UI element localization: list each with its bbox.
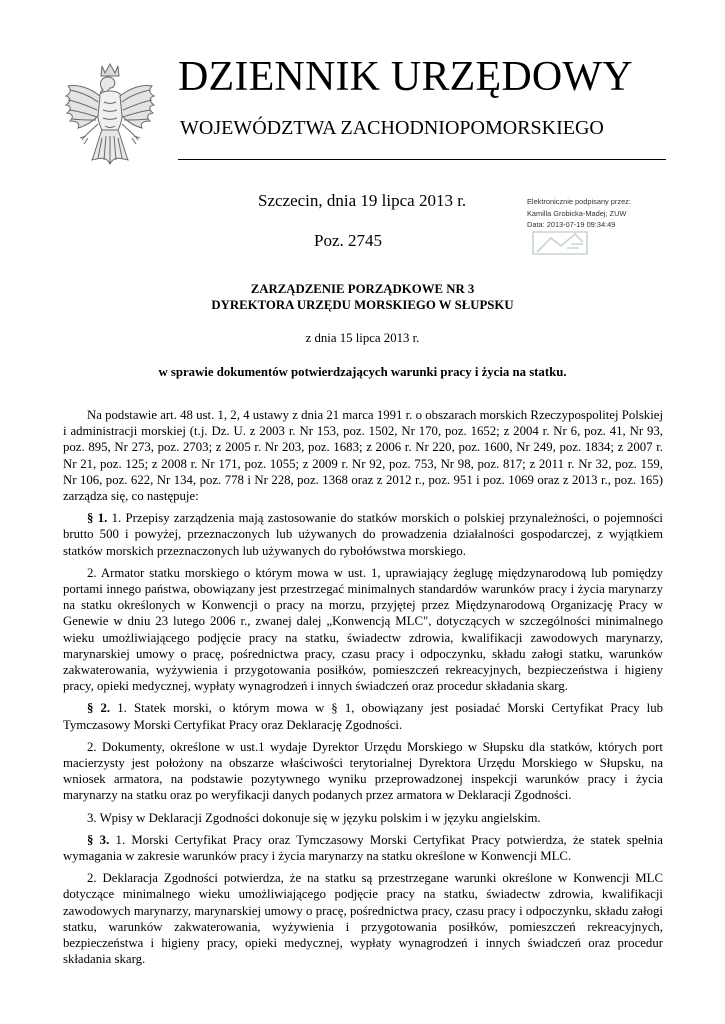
- section-1-paragraph-1: [63, 510, 663, 559]
- section-2-paragraph-3: 3. Wpisy w Deklaracji Zgodności dokonuje się w języku polskim i w języku angielskim.: [87, 810, 541, 825]
- polish-eagle-emblem-icon: [62, 60, 158, 172]
- signature-line-date: Data: 2013-07-19 09:34:49: [527, 220, 616, 229]
- section-1-label: § 1.: [87, 511, 108, 526]
- journal-subtitle: WOJEWÓDZTWA ZACHODNIOPOMORSKIEGO: [180, 117, 604, 139]
- act-title-line: ZARZĄDZENIE PORZĄDKOWE NR 3: [250, 282, 475, 296]
- signature-line-signer: Kamilla Grobicka-Madej; ZUW: [527, 208, 627, 218]
- preamble-paragraph: Na podstawie art. 48 ust. 1, 2, 4 ustawy z dnia 21 marca 1991 r. o obszarach morskich Rzeczypospolitej Polskiej i administracji morskiej (t.j. Dz. U. z 2003 r. Nr 153, poz. 1502, Nr 170, poz. 1652; z 2004 r. Nr 6, poz. 41, Nr 93, poz. 895, Nr 273, poz. 2703; z 2005 r. Nr 203, poz. 1683; z 2006 r. Nr 220, poz. 1600, Nr 249, poz. 1834; z 2007 r. Nr 21, poz. 125; z 2008 r. Nr 171, poz. 1055; z 2009 r. Nr 92, poz. 753, Nr 98, poz. 817; z 2011 r. Nr 32, poz. 159, Nr 106, poz. 622, Nr 134, poz. 778 i Nr 228, poz. 1368 oraz z 2012 r., poz. 951 i poz. 1069 oraz z 2013 r., poz. 165) zarządza się, co następuje:: [63, 408, 663, 504]
- signature-stamp-icon: [527, 228, 593, 258]
- journal-title: DZIENNIK URZĘDOWY: [178, 54, 633, 100]
- document-body: [63, 407, 663, 974]
- act-issuer-line: DYREKTORA URZĘDU MORSKIEGO W SŁUPSKU: [211, 298, 514, 312]
- section-3-paragraph-1: [63, 832, 663, 864]
- signature-line-signed-by: Elektronicznie podpisany przez:: [527, 197, 631, 206]
- act-title: [90, 281, 635, 313]
- section-1-paragraph-2: 2. Armator statku morskiego o którym mowa w ust. 1, uprawiający żeglugę międzynarodową lub pomiędzy portami innego państwa, obowiązany jest przestrzegać minimalnych standardów warunków pracy i życia marynarzy na statku określonych w Konwencji o pracy na morzu, przyjętej przez Międzynarodową Organizację Pracy w Genewie w dniu 23 lutego 2006 r., zwanej dalej „Konwencją MLC", dotyczących w szczególności minimalnego wieku umożliwiającego podjęcie pracy na statku, świadectw zdrowia, kwalifikacji zawodowych marynarzy, marynarskiej umowy o pracę, pośrednictwa pracy, czasu pracy i odpoczynku, składu załogi statku, warunków zakwaterowania, wyżywienia i przygotowania posiłków, pomieszczeń rekreacyjnych, bezpieczeństwa i higieny pracy, opieki medycznej, wypłaty wynagrodzeń i innych świadczeń oraz procedur składania skarg.: [63, 565, 663, 694]
- section-3-paragraph-2: 2. Deklaracja Zgodności potwierdza, że na statku są przestrzegane warunki określone w Konwencji MLC dotyczące minimalnego wieku umożliwiającego podjęcie pracy na statku, świadectw zdrowia, kwalifikacji zawodowych marynarzy, marynarskiej umowy o pracę, pośrednictwa pracy, czasu pracy i odpoczynku, składu załogi statku, warunków zakwaterowania, wyżywienia i przygotowania posiłków, pomieszczeń rekreacyjnych, bezpieczeństwa i higieny pracy, opieki medycznej, wypłaty wynagrodzeń i innych świadczeń oraz procedur składania skarg.: [63, 871, 663, 967]
- section-2-label: § 2.: [87, 701, 111, 716]
- section-3-text: 1. Morski Certyfikat Pracy oraz Tymczasowy Morski Certyfikat Pracy potwierdza, że statek spełnia wymagania w zakresie warunków pracy i życia marynarzy na statku określone w Konwencji MLC.: [63, 832, 663, 864]
- header-divider: [178, 159, 666, 160]
- electronic-signature-block: [527, 196, 717, 231]
- section-3-label: § 3.: [87, 832, 110, 847]
- section-2-paragraph-1: [63, 700, 663, 732]
- act-date: z dnia 15 lipca 2013 r.: [305, 331, 420, 345]
- section-2-text: 1. Statek morski, o którym mowa w § 1, obowiązany jest posiadać Morski Certyfikat Pracy lub Tymczasowy Morski Certyfikat Pracy oraz Deklarację Zgodności.: [63, 701, 663, 732]
- act-subject: w sprawie dokumentów potwierdzających warunki pracy i życia na statku.: [158, 365, 567, 379]
- publication-date: Szczecin, dnia 19 lipca 2013 r.: [258, 191, 467, 210]
- position-number: Poz. 2745: [314, 231, 382, 250]
- section-1-text: 1. Przepisy zarządzenia mają zastosowanie do statków morskich o polskiej przynależności, o pojemności brutto 500 i powyżej, przeznaczonych lub używanych do prowadzenia działalności gospodarczej, z wyjątkiem statków morskich przeznaczonych lub używanych do rybołówstwa morskiego.: [63, 511, 663, 558]
- section-2-paragraph-2: 2. Dokumenty, określone w ust.1 wydaje Dyrektor Urzędu Morskiego w Słupsku dla statków, których port macierzysty jest położony na obszarze właściwości terytorialnej Dyrektora Urzędu Morskiego w Słupsku, na wniosek armatora, na podstawie pozytywnego wyniku przeprowadzonej inspekcji warunków pracy i życia marynarzy na statku oraz po weryfikacji danych podanych przez armatora w Deklaracji Zgodności.: [63, 739, 663, 803]
